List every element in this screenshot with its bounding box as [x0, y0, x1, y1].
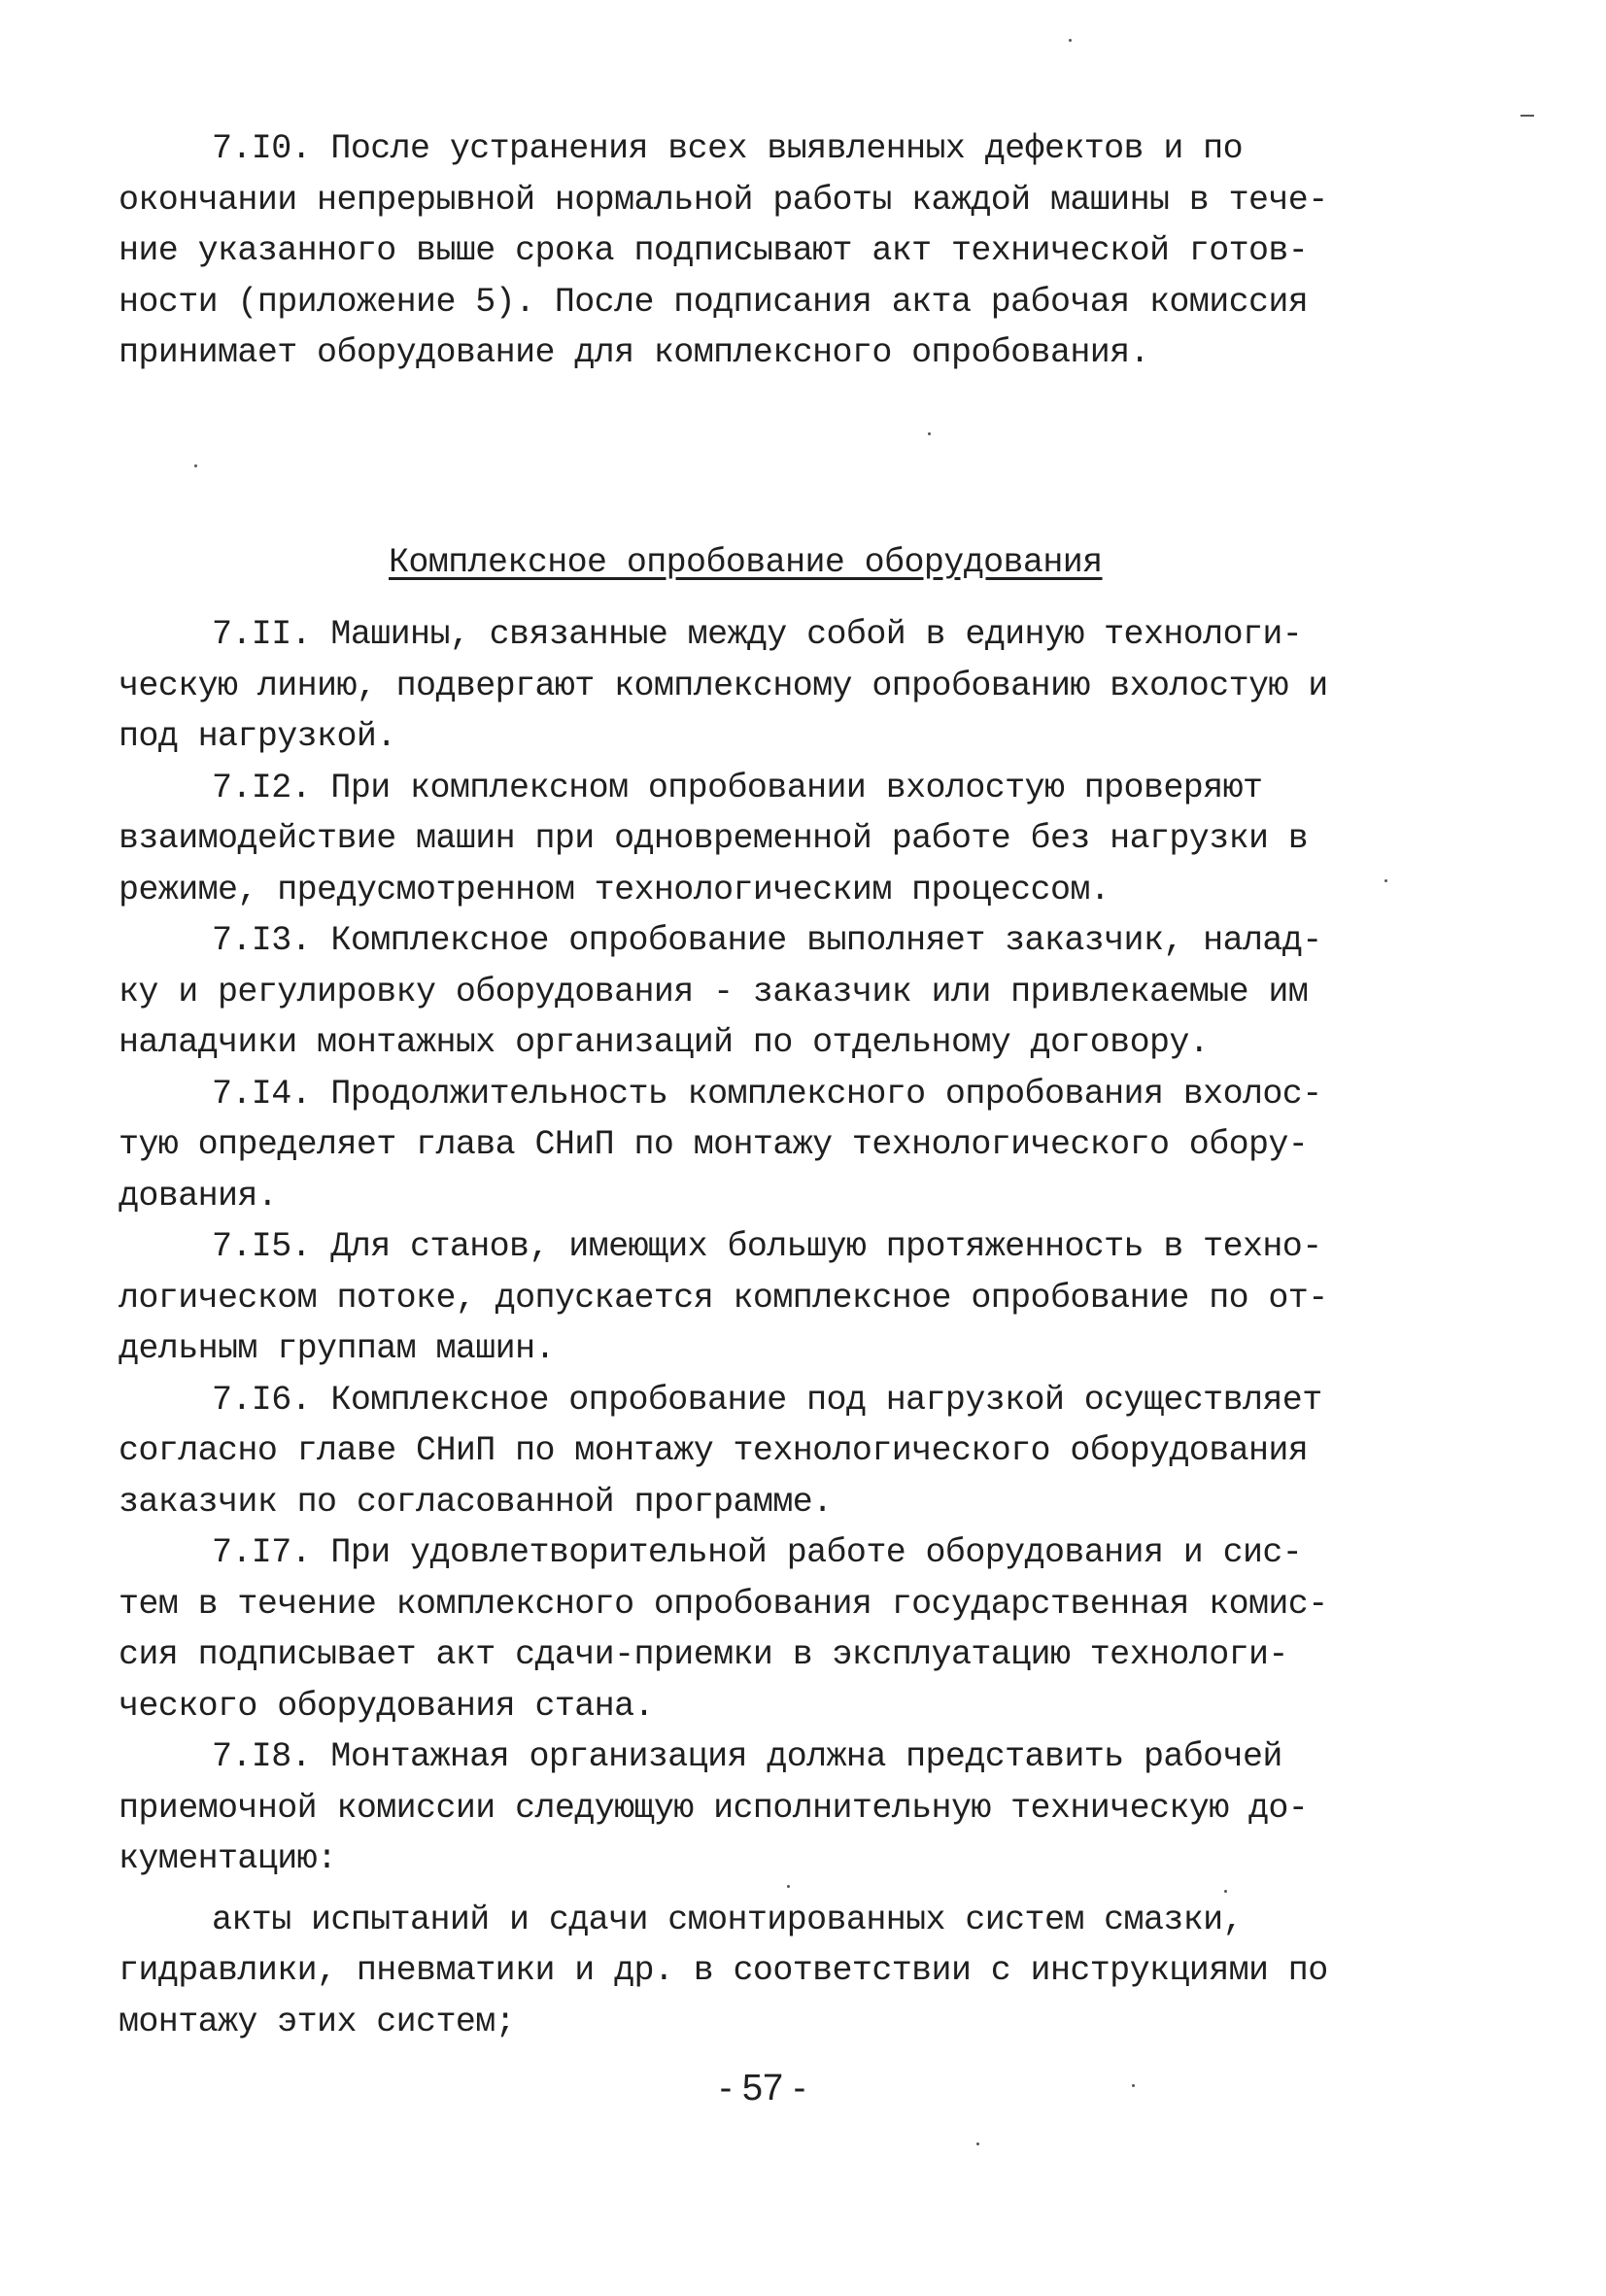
text-line: ние указанного выше срока подписывают акт технической готов-: [119, 231, 1309, 270]
text-line: ку и регулировку оборудования - заказчик или привлекаемые им: [119, 972, 1309, 1011]
scan-speck: [1521, 115, 1534, 117]
text-line: под нагрузкой.: [119, 717, 396, 756]
text-line: сия подписывает акт сдачи-приемки в эксплуатацию технологи-: [119, 1635, 1288, 1674]
text-line: тем в течение комплексного опробования государственная комис-: [119, 1584, 1328, 1624]
scan-speck: [194, 464, 197, 467]
text-line-7-18: 7.I8. Монтажная организация должна представить рабочей: [212, 1737, 1282, 1776]
scan-speck: [787, 1885, 790, 1888]
text-line-7-17: 7.I7. При удовлетворительной работе оборудования и сис-: [212, 1533, 1303, 1572]
paragraph-7-10: [119, 123, 1391, 379]
text-line: ческого оборудования стана.: [119, 1686, 654, 1726]
text-line: взаимодействие машин при одновременной работе без нагрузки в: [119, 819, 1309, 858]
text-line: заказчик по согласованной программе.: [119, 1482, 833, 1522]
text-line: 7.I0. После устранения всех выявленных дефектов и по: [212, 129, 1243, 168]
text-line-7-14: 7.I4. Продолжительность комплексного опробования вхолос-: [212, 1074, 1322, 1114]
text-line: режиме, предусмотренном технологическим процессом.: [119, 870, 1111, 909]
list-item-line: монтажу этих систем;: [119, 2002, 516, 2041]
scan-speck: [976, 2142, 979, 2145]
text-line: дельным группам машин.: [119, 1329, 555, 1368]
text-line-7-16: 7.I6. Комплексное опробование под нагрузкой осуществляет: [212, 1380, 1322, 1420]
text-line: кументацию:: [119, 1839, 337, 1878]
text-line-7-12: 7.I2. При комплексном опробовании вхолостую проверяют: [212, 768, 1263, 807]
page-number: - 57 -: [719, 2068, 806, 2108]
scan-speck: [1132, 2084, 1135, 2087]
text-line: принимает оборудование для комплексного опробования.: [119, 333, 1149, 372]
scan-speck: [1069, 39, 1072, 42]
text-line: наладчики монтажных организаций по отдельному договору.: [119, 1023, 1210, 1062]
list-item-line: гидравлики, пневматики и др. в соответствии с инструкциями по: [119, 1951, 1328, 1990]
text-line: окончании непрерывной нормальной работы каждой машины в тече-: [119, 180, 1328, 220]
section-heading: Комплексное опробование оборудования: [389, 543, 1103, 582]
text-line: согласно главе СНиП по монтажу технологического оборудования: [119, 1431, 1309, 1470]
text-line-7-11: 7.II. Машины, связанные между собой в единую технологи-: [212, 615, 1303, 654]
text-line: приемочной комиссии следующую исполнительную техническую до-: [119, 1788, 1309, 1828]
text-line: логическом потоке, допускается комплексное опробование по от-: [119, 1278, 1328, 1318]
section-body: [119, 609, 1391, 2047]
scan-speck: [1384, 879, 1387, 882]
text-line: тую определяет глава СНиП по монтажу технологического обору-: [119, 1125, 1309, 1164]
text-line: ческую линию, подвергают комплексному опробованию вхолостую и: [119, 666, 1328, 705]
text-line-7-15: 7.I5. Для станов, имеющих большую протяженность в техно-: [212, 1227, 1322, 1266]
scan-speck: [1224, 1890, 1227, 1893]
text-line-7-13: 7.I3. Комплексное опробование выполняет заказчик, налад-: [212, 921, 1322, 960]
text-line: ности (приложение 5). После подписания акта рабочая комиссия: [119, 282, 1309, 322]
scan-speck: [928, 432, 931, 435]
text-line: дования.: [119, 1176, 278, 1216]
list-item-line: акты испытаний и сдачи смонтированных систем смазки,: [212, 1900, 1243, 1939]
